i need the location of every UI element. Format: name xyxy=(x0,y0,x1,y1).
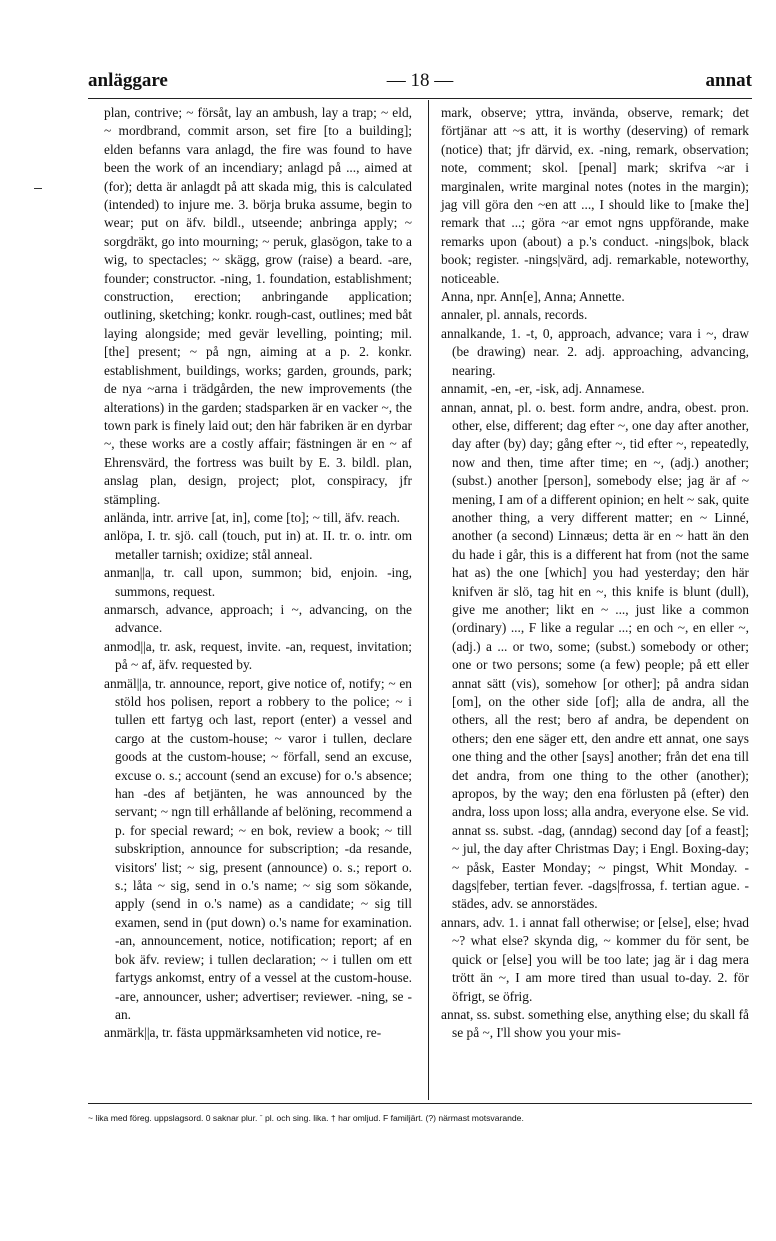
dictionary-entry: annalkande, 1. -t, 0, approach, advance; vara i ~, draw (be drawing) near. 2. adj. approaching, advancing, nearing. xyxy=(441,325,749,378)
footer-rule xyxy=(88,1103,752,1104)
dictionary-entry: annars, adv. 1. i annat fall otherwise; or [else], else; hvad ~? what else? skynda dig, ~ kommer du för sent, be quick or [else] you will be too late; jag är i dag mera trött än ~, I am more tired than usual to-day. 2. för öfrigt, se öfrig. xyxy=(441,914,749,1004)
left-guide-word: anläggare xyxy=(88,70,168,91)
dictionary-entry: anlöpa, I. tr. sjö. call (touch, put in) at. II. tr. o. intr. om metaller tarnish; oxidize; stål anneal. xyxy=(104,528,412,562)
dictionary-entry: Anna, npr. Ann[e], Anna; Annette. xyxy=(441,289,625,305)
abbreviation-key: ~ lika med föreg. uppslagsord. 0 saknar plur. ˉ pl. och sing. lika. † har omljud. F familjärt. (?) närmast motsvarande. xyxy=(88,1113,524,1123)
dictionary-entry: anmärk||a, tr. fästa uppmärksamheten vid notice, re- xyxy=(104,1025,382,1041)
dictionary-entry: anmäl||a, tr. announce, report, give notice of, notify; ~ en stöld hos polisen, report a robbery to the police; ~ i tullen ett fartyg och last, report (enter) a vessel and cargo at the custom-house; ~ varor i tullen, declare goods at the custom-house; ~ förfall, send an excuse, excuse o. s.; account (send an excuse) for o.'s absence; han -des af betjänten, he was announced by the servant; ~ ngn till erhållande af belöning, recommend a p. for special reward; ~ en bok, review a book; ~ till subskription, announce for subscription; -da resande, visitors' list; ~ sig, present (announce) o. s.; report o. s.; låta ~ sig, send in o.'s name; ~ sig som sökande, apply (send in o.'s name) as a candidate; ~ sig till examen, send in (put down) o.'s name for examination. -an, announcement, notice, notification; report; af en bok äfv. review; i tullen declaration; ~ i tullen om ett fartygs ankomst, entry of a vessel at the custom-house. -are, announcer, usher; advertiser; reviewer. -ning, se -an. xyxy=(104,675,412,1022)
margin-mark xyxy=(34,188,42,189)
dictionary-entry: annamit, -en, -er, -isk, adj. Annamese. xyxy=(441,381,645,397)
dictionary-entry: plan, contrive; ~ försåt, lay an ambush, lay a trap; ~ eld, ~ mordbrand, commit arson, set fire [to a building]; elden befanns vara anlagd, the fire was found to have been the work of an incendiary; anlagd på ..., aimed at (for); detta är anlagdt på att skada mig, this is calculated (intended) to injure me. 3. börja bruka assume, begin to wear; put on äfv. bildl., utseende; anbringa apply; ~ sorgdräkt, go into mourning; ~ peruk, glasögon, take to a wig, to spectacles; ~ skägg, grow (raise) a beard. -are, founder; constructor. -ning, 1. foundation, establishment; construction, erection; anbringande application; outlining, sketching; konkr. rough-cast, outlines; med båt laying alongside; med gevär levelling, pointing; mil. [the] present; ~ på ngn, aiming at a p. 2. konkr. establishment, buildings, works; garden, grounds, park; de nya ~arna i trädgården, the new improvements (the alterations) in the garden; stadsparken är en vacker ~, the town park is finely laid out; den här fabriken är en dyrbar ~, these works are a costly affair; fästningen är en ~ af Ehrensvärd, the fortress was built by E. 3. bildl. plan, anslag plan, design, project; plot, conspiracy, jfr stämpling. xyxy=(104,105,412,507)
dictionary-entry: anman||a, tr. call upon, summon; bid, enjoin. -ing, summons, request. xyxy=(104,565,412,599)
right-column xyxy=(441,104,749,1043)
page-number: — 18 — xyxy=(386,70,454,91)
dictionary-entry: annat, ss. subst. something else, anything else; du skall få se på ~, I'll show you your mis- xyxy=(441,1006,749,1041)
dictionary-entry: anlända, intr. arrive [at, in], come [to]; ~ till, äfv. reach. xyxy=(104,509,401,525)
page-header xyxy=(88,68,752,94)
header-rule xyxy=(88,98,752,99)
column-divider xyxy=(428,100,429,1100)
dictionary-entry: anmod||a, tr. ask, request, invite. -an, request, invitation; på ~ af, äfv. requested by. xyxy=(104,638,412,673)
right-guide-word: annat xyxy=(705,70,752,91)
dictionary-entry: mark, observe; yttra, invända, observe, remark; det förtjänar att ~s att, it is worthy (deserving) of remark (notice) that; jfr därvid, ex. -ning, remark, observation; note, comment; skol. [penal] mark; skrifva ~ar i marginalen, write marginal notes (notes in the margin); jag vill göra den ~en att ..., I should like to [make the] remark that ...; göra ~ar emot ngns uppförande, make remarks upon (about) a p.'s conduct. -nings|bok, black book; register. -nings|värd, adj. remarkable, noteworthy, noticeable. xyxy=(441,105,749,286)
dictionary-entry: annan, annat, pl. o. best. form andre, andra, obest. pron. other, else, different; dag efter ~, one day after another, day after (by) day; gång efter ~, tid efter ~, repeatedly, now and then, time after time; en ~, (adj.) another; (subst.) another [person], somebody else; jag är af ~ mening, I am of a different opinion; en helt ~ sak, quite another thing, a very different matter; en ~ Linné, another (a second) Linnæus; detta är en ~ hatt än den du hade i går, this is a different hat from (not the same hat as) the one [which] you had yesterday; den här knifven är slö, tag hit en ~, this knife is blunt (dull), give me another; likt en ~ ..., just like a common (ordinary) ..., F like a regular ...; en och ~, en eller ~, (adj.) a ... or two, some; (subst.) somebody or other; one or two persons; some (a few) people; på ett eller annat sätt (vis), somehow [or other]; på andra sidan [om], on the other side [of]; alla de andra, all the others, all the rest; bero af andra, be dependent on others; den ene säger ett, den andre ett annat, one says one thing and the other [says] another; från det ena till det andra, from one thing to the other (another); apropos, by the way; den ena förlusten på (efter) den andra, loss upon loss; alla andra, everyone else. Se vid. annat ss. subst. -dag, (anndag) second day [of a feast]; ~ jul, the day after Christmas Day; i Engl. Boxing-day; ~ påsk, Easter Monday; ~ pingst, Whit Monday. -dags|feber, tertian fever. -dags|frossa, f. tertian ague. -städes, adv. se annorstädes. xyxy=(441,399,749,912)
dictionary-entry: anmarsch, advance, approach; i ~, advancing, on the advance. xyxy=(104,601,412,636)
dictionary-entry: annaler, pl. annals, records. xyxy=(441,307,588,323)
left-column xyxy=(104,104,412,1043)
